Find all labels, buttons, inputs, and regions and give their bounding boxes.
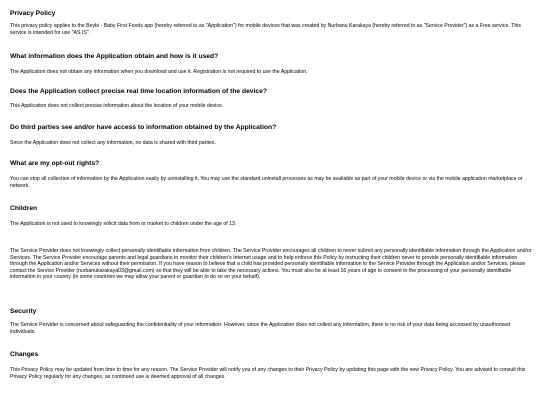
- section-heading-children: Children: [10, 205, 38, 212]
- section-body-opt-out: You can stop all collection of information by the Application easily by uninstalling it. You may use the standard uninstall processes as may be available as part of your mobile device or via the mobile application marketplace or network.: [10, 176, 523, 189]
- children-notice-paragraph: The Service Provider does not knowingly collect personally identifiable information from children. The Service Provider encourages all children to never submit any personally identifiable information through the Application and/or Services. The Service Provider encourage parents and legal guardians to monitor their children's Internet usage and to help enforce this Policy by instructing their children never to provide personally identifiable information through the Application and/or Services without their permission. If you have reason to believe that a child has provided personally identifiable information to the Service Provider through the Application and/or Services, please contact the Service Provider (nurbanukarakaya03@gmail.com) so that they will be able to take the necessary actions. You must also be at least 16 years of age to consent to the processing of your personally identifiable information in your country (in some countries we may allow your parent or guardian to do so on your behalf).: [10, 248, 532, 281]
- section-body-location: This Application does not collect precise information about the location of your mobile device.: [10, 103, 224, 109]
- page-title: Privacy Policy: [10, 10, 56, 17]
- section-body-information-obtained: The Application does not obtain any information when you download and use it. Registration is not required to use the Application.: [10, 69, 308, 75]
- section-heading-location: Does the Application collect precise real time location information of the device?: [10, 88, 267, 95]
- section-body-children: The Application is not used to knowingly solicit data from or market to children under the age of 13.: [10, 221, 237, 227]
- section-heading-third-parties: Do third parties see and/or have access to information obtained by the Application?: [10, 124, 277, 131]
- section-heading-security: Security: [10, 308, 37, 315]
- section-heading-information-obtained: What information does the Application obtain and how is it used?: [10, 53, 219, 60]
- section-heading-opt-out: What are my opt-out rights?: [10, 160, 100, 167]
- section-body-third-parties: Since the Application does not collect any information, no data is shared with third parties.: [10, 140, 216, 146]
- section-heading-changes: Changes: [10, 351, 39, 358]
- section-body-security: The Service Provider is concerned about safeguarding the confidentiality of your information. However, since the Application does not collect any information, there is no risk of your data being accessed by unauthorized individuals.: [10, 322, 511, 335]
- section-body-changes: This Privacy Policy may be updated from time to time for any reason. The Service Provider will notify you of any changes to their Privacy Policy by updating this page with the new Privacy Policy. You are advised to consult this Privacy Policy regularly for any changes, as continued use is deemed approval of all changes.: [10, 367, 526, 380]
- intro-paragraph: This privacy policy applies to the Beybi - Baby First Foods app (hereby referred to as "Application") for mobile devices that was created by Nurbanu Karakaya (hereby referred to as "Service Provider") as a Free service. This service is intended for use "AS IS".: [10, 23, 521, 36]
